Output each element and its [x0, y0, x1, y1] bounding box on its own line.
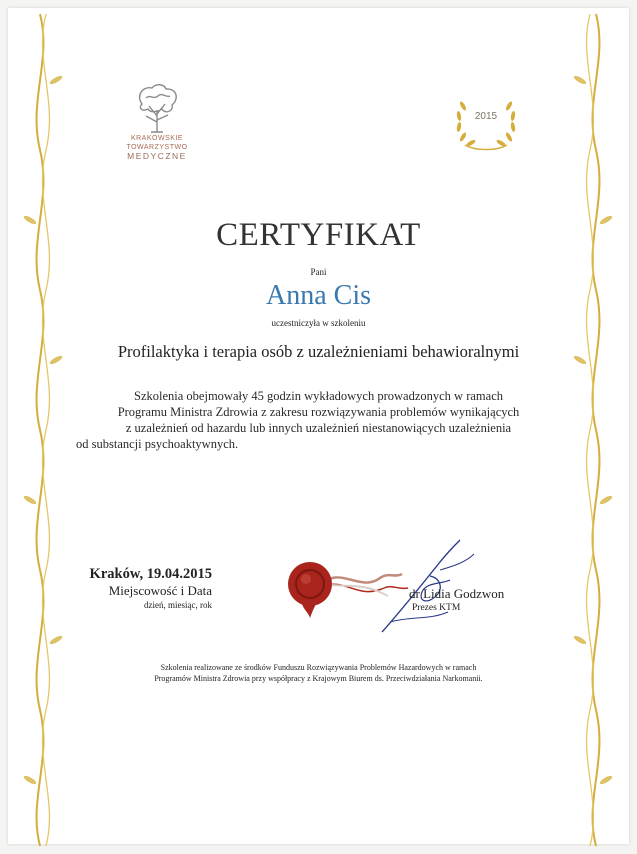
recipient-name: Anna Cis: [266, 280, 371, 311]
funding-note-line: Szkolenia realizowane ze środków Funduszu Rozwiązywania Problemów Hazardowych w ramach: [160, 663, 477, 672]
year-badge: [451, 93, 521, 155]
course-title: Profilaktyka i terapia osób z uzależnieniami behawioralnymi: [117, 342, 520, 361]
participation-text: uczestniczyła w szkoleniu: [271, 318, 366, 328]
salutation: Pani: [310, 267, 327, 277]
date-format-hint: dzień, miesiąc, rok: [144, 600, 212, 610]
description-line: Programu Ministra Zdrowia z zakresu rozwiązywania problemów wynikających: [117, 405, 520, 419]
logo-line-2: TOWARZYSTWO: [126, 144, 188, 151]
logo-line-3: MEDYCZNE: [127, 151, 187, 161]
signatory-name: dr Lidia Godzwon: [409, 586, 505, 601]
signatory-role: Prezes KTM: [412, 603, 461, 613]
funding-note: [0, 662, 637, 684]
tree-logo-icon: [132, 82, 182, 134]
badge-year: 2015: [474, 111, 498, 122]
description-line: Szkolenia obejmowały 45 godzin wykładowych prowadzonych w ramach: [134, 389, 503, 403]
place-date-label: Miejscowość i Data: [108, 583, 212, 598]
description-line: z uzależnień od hazardu lub innych uzależnień niestanowiących uzależnienia: [125, 421, 512, 435]
logo-line-1: KRAKOWSKIE: [130, 135, 184, 142]
funding-note-line: Programów Ministra Zdrowia przy współpracy z Krajowym Biurem ds. Przeciwdziałania Narkomanii.: [154, 674, 483, 683]
certificate-title: CERTYFIKAT: [216, 217, 421, 253]
place-date-value: Kraków, 19.04.2015: [89, 566, 212, 582]
course-description: [0, 388, 637, 452]
laurel-wreath-icon: [451, 93, 521, 155]
society-logo: [112, 82, 202, 161]
description-line: od substancji psychoaktywnych.: [76, 437, 239, 451]
